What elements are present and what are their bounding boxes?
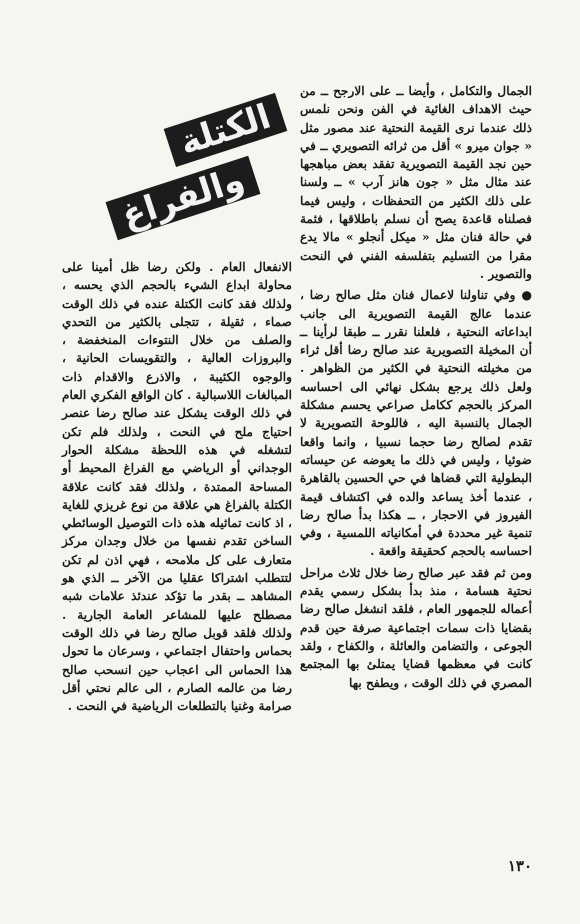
page-number: ١٣٠ (507, 857, 532, 875)
paragraph: ومن ثم فقد عبر صالح رضا خلال ثلاث مراحل نحتية هسامة ، منذ بدأ بشكل رسمي يقدم أعماله للجمهور العام ، فلقد انشغل صالح رضا بقضايا ذات سمات اجتماعية صرفة حين قدم الجوعى ، والتضامن والعائلة ، والكفاح ، ولقد كانت في معظمها قضايا يمتلئ بها المجتمع المصري في ذلك الوقت ، ويطفح بها (300, 565, 532, 690)
heading-line-2: والفراغ (105, 156, 260, 240)
left-text-column (62, 258, 292, 718)
right-text-column (300, 82, 532, 695)
heading-line-1: الكتلة (164, 93, 287, 167)
paragraph: الانفعال العام . ولكن رضا ظل أمينا على محاولة ابداع الشيء بالحجم الذي يحسه ، ولذلك فقد كانت الكتلة عنده في ذلك الوقت صماء ، ثقيلة ، تتجلى بالكثير من التحدي والصلف من خلال النتوءات المنخفضة ، والبروزات العالية ، والتقويسات الحانية ، والوجوه الكئيبة ، والاذرع والاقدام ذات المبالغات اللاسبالية . كان الواقع الفكري العام في ذلك الوقت يشكل عند صالح رضا عنصر احتياج ملح في النحت ، ولذلك فلم تكن لتشغله في هذه اللحظة مشكلة الحوار الوجداني أو الرياضي مع الفراغ المحيط أو المساحة الممتدة ، ولذلك فقد كانت علاقة الكتلة بالفراغ هي علاقة من نوع غريزي للغاية ، اذ كانت تماثيله هذه ذات التوصيل الوسائطي الساخن تقدم نفسها من خلال وجدان مركز متعارف على كل ملامحه ، فهي اذن لم تكن لتتطلب اشتراكا عقليا من الآخر ــ الذي هو المشاهد ــ بقدر ما تؤكد عندئذ علامات شبه مصطلح عليها للمشاعر العامة الجارية . ولذلك فلقد قوبل صالح رضا في ذلك الوقت بحماس واحتفال اجتماعي ، وسرعان ما تحول هذا الحماس الى اعجاب حين انسحب صالح رضا من عالمه الصارم ، الى عالم نحتي أقل صرامة وغنيا بالتطلعات الرياضية في النحت . (62, 260, 292, 714)
paragraph: الجمال والتكامل ، وأيضا ــ على الارجح ــ من حيث الاهداف الغائية في الفن ونحن نلمس ذلك عندما نرى القيمة النحتية عند مصور مثل « جوان ميرو » أقل من ثرائه التصويري ــ في حين نجد القيمة التصويرية تفقد بعض مباهجها عند مثال مثل « جون هانز آرب » ــ ولسنا على ذلك الكثير من التحفظات ، وليس فيما فصلناه قاعدة يصح أن نسلم باطلاقها ، فثمة في حالة فنان مثل « ميكل أنجلو » مالا يدع مقرا من التسليم بتفلسفه الفني في النحت والتصوير . (300, 84, 532, 281)
paragraph: ● وفي تناولنا لاعمال فنان مثل صالح رضا ، عندما عالج القيمة التصويرية الى جانب ابداعاته النحتية ، فلعلنا نقرر ــ طبقا لرأينا ــ أن المخيلة التصويرية عند صالح رضا أقل ثراء من مخيلته النحتية في الكثير من الظواهر . ولعل ذلك يرجع بشكل نهائي الى احساسه المركز بالحجم ككامل صراعي يحسم مشكلة الجمال بالنسبة اليه ، فاللوحة التصويرية لا تقدم لصالح رضا حجما نسبيا ، وانما واقعا ضوئيا ، وليس في ذلك ما يعوضه عن حيساته البطولية التي قضاها في حي الحسين بالقاهرة ، عندما أخذ يساعد والده في اكتشاف قيمة الفيروز في الاحجار ، ــ هكذا بدأ صالح رضا تنمية غير محددة في أمكانياته اللمسية ، وفي احساسه بالحجم كحقيقة واقعة . (300, 288, 532, 559)
article-heading (116, 82, 292, 252)
